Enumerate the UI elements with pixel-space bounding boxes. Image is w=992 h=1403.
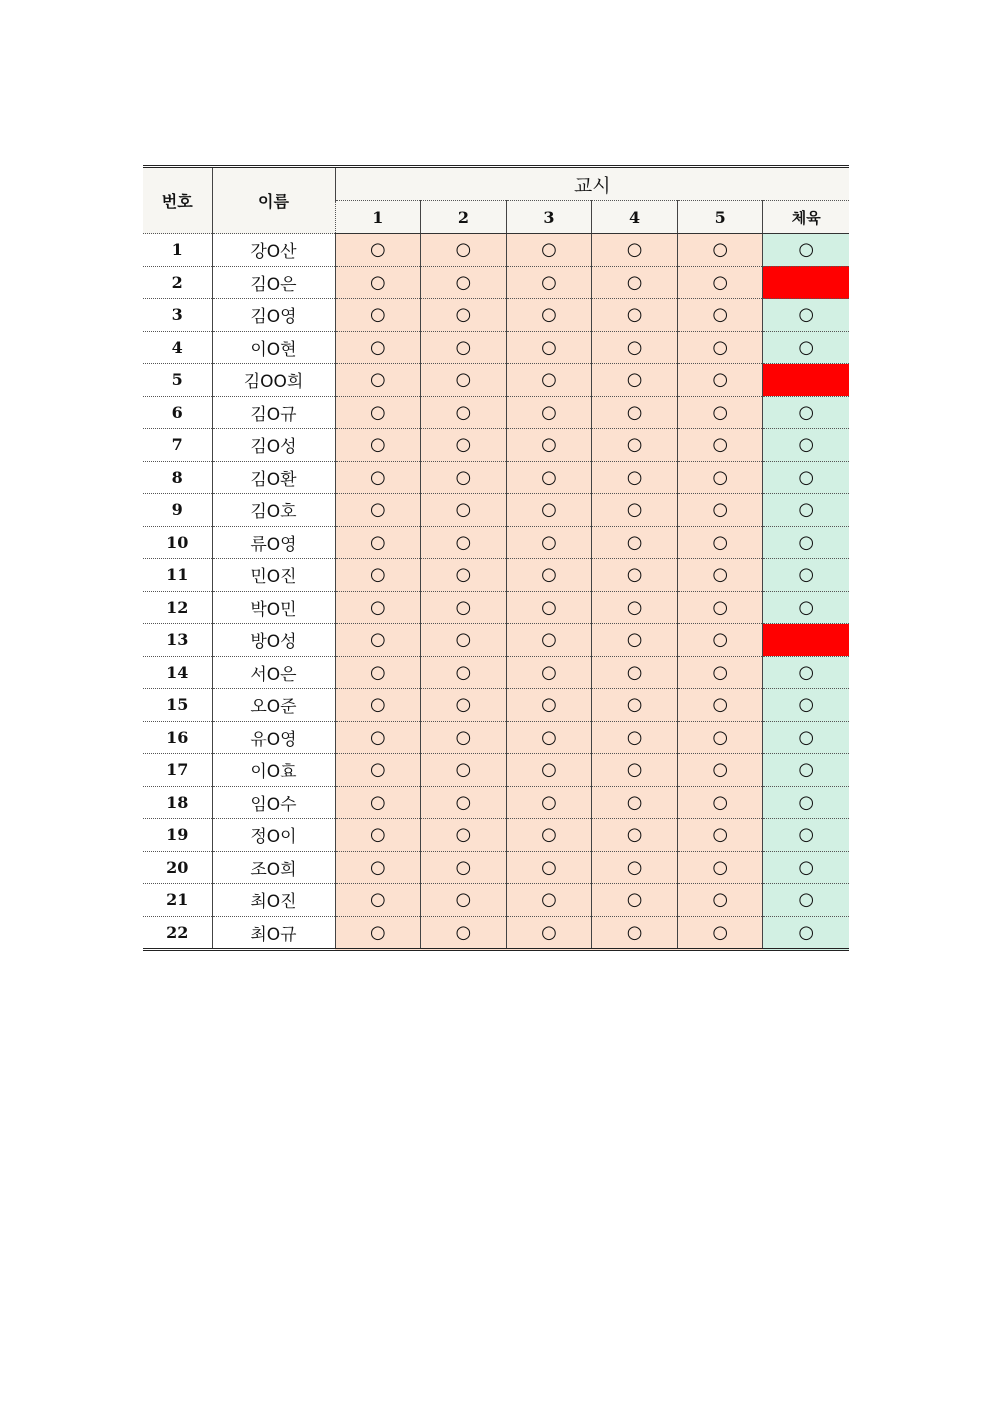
table-row [143,396,849,429]
period-4-cell: ○ [592,234,678,267]
pe-cell: ○ [763,754,849,787]
pe-cell: ○ [763,851,849,884]
period-3-cell: ○ [506,559,592,592]
period-5-cell: ○ [677,266,763,299]
period-3-cell: ○ [506,234,592,267]
period-5-cell: ○ [677,559,763,592]
row-number-cell: 11 [143,559,212,592]
period-5-cell: ○ [677,656,763,689]
period-1-cell: ○ [335,754,421,787]
period-2-cell: ○ [421,559,507,592]
pe-cell: ○ [763,396,849,429]
period-5-cell: ○ [677,819,763,852]
period-3-cell: ○ [506,461,592,494]
period-1-cell: ○ [335,494,421,527]
period-3-cell: ○ [506,689,592,722]
row-name-cell: 김O환 [212,461,335,494]
table-row [143,624,849,657]
period-1-cell: ○ [335,851,421,884]
period-3-cell: ○ [506,266,592,299]
pe-cell: ○ [763,884,849,917]
table-row [143,591,849,624]
period-2-cell: ○ [421,526,507,559]
table-row [143,364,849,397]
period-4-cell: ○ [592,624,678,657]
header-number: 번호 [143,167,212,234]
row-number-cell: 12 [143,591,212,624]
period-3-cell: ○ [506,364,592,397]
row-number-cell: 2 [143,266,212,299]
row-number-cell: 6 [143,396,212,429]
period-1-cell: ○ [335,396,421,429]
attendance-sheet [143,165,849,951]
period-5-cell: ○ [677,624,763,657]
period-1-cell: ○ [335,559,421,592]
period-3-cell: ○ [506,494,592,527]
period-4-cell: ○ [592,429,678,462]
row-number-cell: 15 [143,689,212,722]
period-5-cell: ○ [677,461,763,494]
period-4-cell: ○ [592,396,678,429]
pe-cell: ○ [763,656,849,689]
row-name-cell: 오O준 [212,689,335,722]
row-name-cell: 김O영 [212,299,335,332]
period-2-cell: ○ [421,234,507,267]
row-number-cell: 8 [143,461,212,494]
period-5-cell: ○ [677,429,763,462]
row-name-cell: 유O영 [212,721,335,754]
period-4-cell: ○ [592,656,678,689]
period-1-cell: ○ [335,429,421,462]
period-4-cell: ○ [592,721,678,754]
pe-cell: ○ [763,916,849,950]
period-4-cell: ○ [592,786,678,819]
period-2-cell: ○ [421,299,507,332]
period-5-cell: ○ [677,786,763,819]
period-3-cell: ○ [506,851,592,884]
period-4-cell: ○ [592,526,678,559]
period-3-cell: ○ [506,396,592,429]
period-4-cell: ○ [592,754,678,787]
row-name-cell: 강O산 [212,234,335,267]
row-number-cell: 5 [143,364,212,397]
period-2-cell: ○ [421,331,507,364]
period-2-cell: ○ [421,721,507,754]
period-1-cell: ○ [335,364,421,397]
period-2-cell: ○ [421,819,507,852]
row-name-cell: 김O성 [212,429,335,462]
table-header [143,167,849,234]
period-5-cell: ○ [677,396,763,429]
period-2-cell: ○ [421,786,507,819]
period-5-cell: ○ [677,234,763,267]
period-4-cell: ○ [592,689,678,722]
table-row [143,851,849,884]
period-5-cell: ○ [677,591,763,624]
table-row [143,461,849,494]
row-name-cell: 민O진 [212,559,335,592]
period-1-cell: ○ [335,656,421,689]
period-4-cell: ○ [592,819,678,852]
header-period-2: 2 [421,201,507,234]
table-row [143,234,849,267]
pe-cell: ○ [763,819,849,852]
table-row [143,916,849,950]
period-1-cell: ○ [335,689,421,722]
row-number-cell: 21 [143,884,212,917]
table-row [143,559,849,592]
period-5-cell: ○ [677,494,763,527]
period-3-cell: ○ [506,721,592,754]
table-row [143,429,849,462]
row-name-cell: 김OO희 [212,364,335,397]
period-3-cell: ○ [506,299,592,332]
row-number-cell: 13 [143,624,212,657]
period-2-cell: ○ [421,429,507,462]
period-2-cell: ○ [421,624,507,657]
row-name-cell: 김O은 [212,266,335,299]
header-period-1: 1 [335,201,421,234]
pe-absent-cell [763,266,849,299]
pe-cell: ○ [763,591,849,624]
pe-cell: ○ [763,234,849,267]
row-number-cell: 1 [143,234,212,267]
period-1-cell: ○ [335,624,421,657]
period-5-cell: ○ [677,364,763,397]
row-number-cell: 9 [143,494,212,527]
row-name-cell: 방O성 [212,624,335,657]
period-2-cell: ○ [421,689,507,722]
period-1-cell: ○ [335,526,421,559]
row-number-cell: 4 [143,331,212,364]
period-3-cell: ○ [506,884,592,917]
period-5-cell: ○ [677,884,763,917]
period-2-cell: ○ [421,656,507,689]
period-3-cell: ○ [506,526,592,559]
table-row [143,819,849,852]
table-row [143,656,849,689]
row-name-cell: 최O규 [212,916,335,950]
row-number-cell: 17 [143,754,212,787]
period-4-cell: ○ [592,559,678,592]
row-name-cell: 김O호 [212,494,335,527]
period-1-cell: ○ [335,884,421,917]
period-1-cell: ○ [335,266,421,299]
header-name: 이름 [212,167,335,234]
table-row [143,721,849,754]
table-row [143,884,849,917]
period-4-cell: ○ [592,299,678,332]
period-1-cell: ○ [335,234,421,267]
pe-cell: ○ [763,331,849,364]
table-row [143,266,849,299]
period-3-cell: ○ [506,331,592,364]
period-4-cell: ○ [592,266,678,299]
pe-cell: ○ [763,461,849,494]
period-5-cell: ○ [677,721,763,754]
period-3-cell: ○ [506,754,592,787]
period-5-cell: ○ [677,299,763,332]
header-period-3: 3 [506,201,592,234]
period-1-cell: ○ [335,819,421,852]
row-name-cell: 정O이 [212,819,335,852]
row-name-cell: 서O은 [212,656,335,689]
pe-absent-cell [763,624,849,657]
period-2-cell: ○ [421,754,507,787]
period-4-cell: ○ [592,331,678,364]
period-3-cell: ○ [506,429,592,462]
period-3-cell: ○ [506,819,592,852]
header-periods-group: 교시 [335,167,849,201]
table-row [143,754,849,787]
period-4-cell: ○ [592,851,678,884]
period-2-cell: ○ [421,364,507,397]
row-number-cell: 18 [143,786,212,819]
pe-cell: ○ [763,299,849,332]
pe-cell: ○ [763,559,849,592]
pe-cell: ○ [763,721,849,754]
period-3-cell: ○ [506,656,592,689]
row-number-cell: 3 [143,299,212,332]
row-number-cell: 16 [143,721,212,754]
row-number-cell: 20 [143,851,212,884]
attendance-table [143,165,849,951]
period-4-cell: ○ [592,884,678,917]
period-2-cell: ○ [421,591,507,624]
row-name-cell: 박O민 [212,591,335,624]
period-2-cell: ○ [421,494,507,527]
header-period-4: 4 [592,201,678,234]
period-1-cell: ○ [335,591,421,624]
row-number-cell: 19 [143,819,212,852]
table-body [143,234,849,950]
table-row [143,689,849,722]
table-row [143,299,849,332]
period-4-cell: ○ [592,591,678,624]
row-name-cell: 류O영 [212,526,335,559]
period-2-cell: ○ [421,266,507,299]
period-2-cell: ○ [421,396,507,429]
period-5-cell: ○ [677,851,763,884]
table-row [143,786,849,819]
row-number-cell: 7 [143,429,212,462]
row-name-cell: 임O수 [212,786,335,819]
row-name-cell: 조O희 [212,851,335,884]
pe-absent-cell [763,364,849,397]
period-4-cell: ○ [592,916,678,950]
row-name-cell: 이O현 [212,331,335,364]
period-1-cell: ○ [335,461,421,494]
period-3-cell: ○ [506,786,592,819]
pe-cell: ○ [763,429,849,462]
period-1-cell: ○ [335,721,421,754]
period-5-cell: ○ [677,916,763,950]
pe-cell: ○ [763,494,849,527]
row-number-cell: 10 [143,526,212,559]
period-2-cell: ○ [421,916,507,950]
period-4-cell: ○ [592,494,678,527]
pe-cell: ○ [763,689,849,722]
header-pe: 체육 [763,201,849,234]
table-row [143,331,849,364]
period-1-cell: ○ [335,331,421,364]
table-row [143,494,849,527]
period-1-cell: ○ [335,916,421,950]
period-4-cell: ○ [592,461,678,494]
period-5-cell: ○ [677,754,763,787]
row-name-cell: 최O진 [212,884,335,917]
period-2-cell: ○ [421,884,507,917]
period-5-cell: ○ [677,689,763,722]
row-name-cell: 김O규 [212,396,335,429]
period-5-cell: ○ [677,331,763,364]
row-number-cell: 22 [143,916,212,950]
period-2-cell: ○ [421,461,507,494]
table-row [143,526,849,559]
pe-cell: ○ [763,786,849,819]
period-3-cell: ○ [506,591,592,624]
period-5-cell: ○ [677,526,763,559]
period-3-cell: ○ [506,624,592,657]
period-1-cell: ○ [335,786,421,819]
row-name-cell: 이O효 [212,754,335,787]
period-4-cell: ○ [592,364,678,397]
period-2-cell: ○ [421,851,507,884]
row-number-cell: 14 [143,656,212,689]
header-period-5: 5 [677,201,763,234]
period-1-cell: ○ [335,299,421,332]
period-3-cell: ○ [506,916,592,950]
pe-cell: ○ [763,526,849,559]
